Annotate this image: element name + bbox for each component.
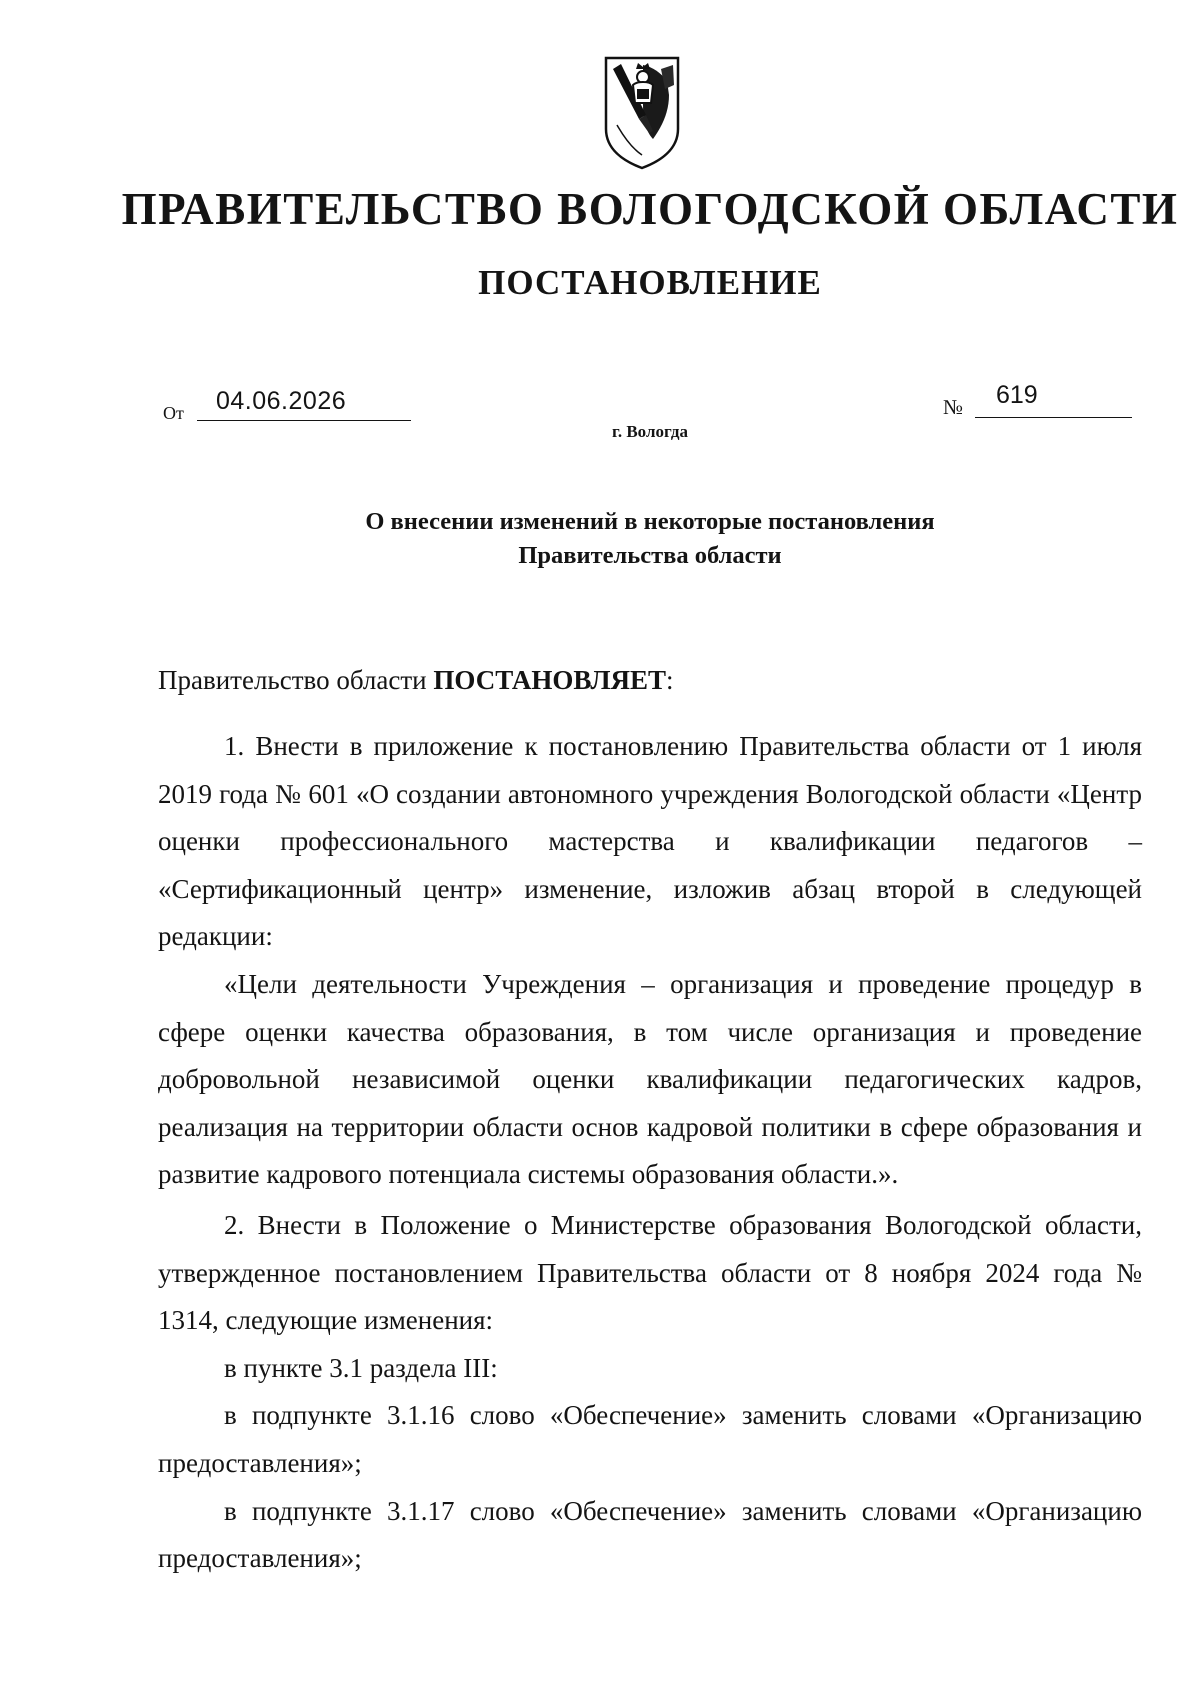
body-paragraph: в подпункте 3.1.17 слово «Обеспечение» заменить словами «Организацию предоставления»; — [158, 1495, 1142, 1574]
body-paragraph: 1. Внести в приложение к постановлению Правительства области от 1 июля 2019 года № 601 «О создании автономного учреждения Вологодской области «Центр оценки профессионального мастерства и квалификации педагогов – «Сертификационный центр» изменение, изложив абзац второй в следующей редакции: — [158, 731, 1142, 952]
intro-emphasis: ПОСТАНОВЛЯЕТ — [433, 665, 666, 695]
subject-line: Правительства области — [518, 542, 782, 569]
body-paragraph: «Цели деятельности Учреждения – организация и проведение процедур в сфере оценки качества образования, в том числе организация и проведение добровольной независимой оценки квалификации педагогических кадров, реализация на территории области основ кадровой политики в сфере образования и развитие кадрового потенциала системы образования области.». — [158, 968, 1142, 1190]
intro-text: Правительство области — [158, 665, 434, 695]
number-label: № — [943, 395, 964, 419]
document-type-title: ПОСТАНОВЛЕНИЕ — [478, 263, 822, 302]
document-number: 619 — [996, 381, 1038, 409]
intro-statement — [158, 665, 674, 696]
body-paragraph: 2. Внести в Положение о Министерстве образования Вологодской области, утвержденное постановлением Правительства области от 8 ноября 2024 года № 1314, следующие изменения: — [158, 1209, 1142, 1336]
coat-of-arms-icon — [603, 55, 681, 171]
date-field — [197, 388, 411, 421]
city-label: г. Вологда — [612, 422, 688, 441]
body-paragraph: в пункте 3.1 раздела III: — [224, 1352, 498, 1383]
intro-tail: : — [665, 665, 674, 695]
document-subject — [120, 505, 1180, 573]
document-body — [158, 723, 1142, 1583]
organization-title: ПРАВИТЕЛЬСТВО ВОЛОГОДСКОЙ ОБЛАСТИ — [121, 184, 1179, 234]
document-date: 04.06.2026 — [216, 387, 347, 415]
date-label: От — [163, 403, 184, 423]
number-field — [975, 381, 1132, 418]
subject-line: О внесении изменений в некоторые постановления — [365, 508, 935, 535]
body-paragraph: в подпункте 3.1.16 слово «Обеспечение» заменить словами «Организацию предоставления»; — [158, 1400, 1142, 1478]
